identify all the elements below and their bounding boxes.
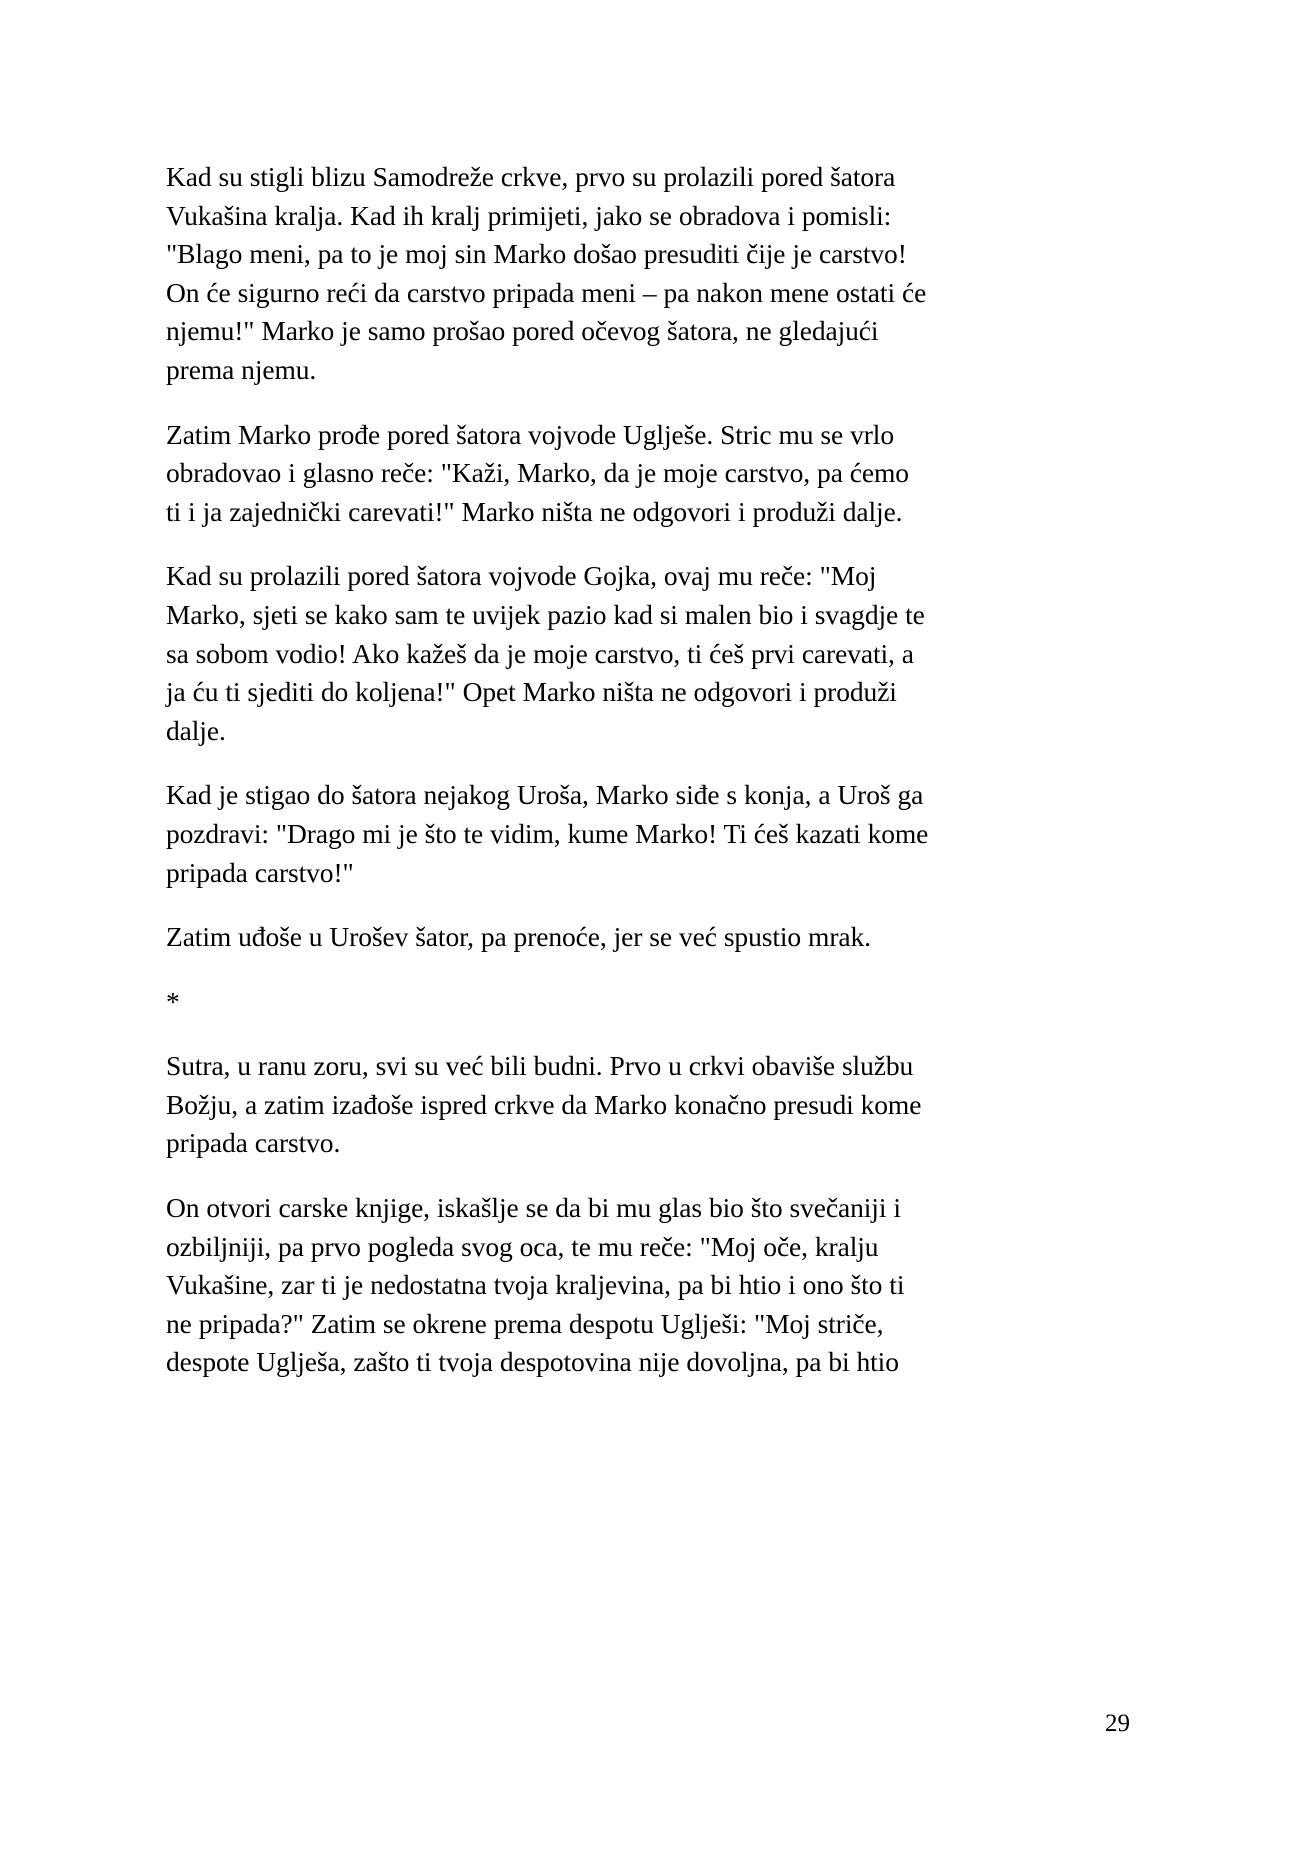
body-text-column — [166, 158, 930, 1382]
section-break-asterisk: * — [166, 985, 180, 1017]
page-number: 29 — [1105, 1710, 1130, 1737]
paragraph-2: Zatim Marko prođe pored šatora vojvode Uglješe. Stric mu se vrlo obradovao i glasno reče: "Kaži, Marko, da je moje carstvo, pa ćemo ti i ja zajednički carevati!" Marko ništa ne odgovori i produži dalje. — [166, 418, 909, 527]
paragraph-6: Sutra, u ranu zoru, svi su već bili budni. Prvo u crkvi obaviše službu Božju, a zatim izađoše ispred crkve da Marko konačno presudi kome pripada carstvo. — [166, 1050, 922, 1159]
paragraph-3: Kad su prolazili pored šatora vojvode Gojka, ovaj mu reče: "Moj Marko, sjeti se kako sam te uvijek pazio kad si malen bio i svagdje te sa sobom vodio! Ako kažeš da je moje carstvo, ti ćeš prvi carevati, a ja ću ti sjediti do koljena!" Opet Marko ništa ne odgovori i produži dalje. — [166, 560, 925, 746]
paragraph-1: Kad su stigli blizu Samodreže crkve, prvo su prolazili pored šatora Vukašina kralja. Kad ih kralj primijeti, jako se obradova i pomisli: "Blago meni, pa to je moj sin Marko došao presuditi čije je carstvo! On će sigurno reći da carstvo pripada meni – pa nakon mene ostati će njemu!" Marko je samo prošao pored očevog šatora, ne gledajući prema njemu. — [166, 161, 927, 385]
paragraph-4: Kad je stigao do šatora nejakog Uroša, Marko siđe s konja, a Uroš ga pozdravi: "Drago mi je što te vidim, kume Marko! Ti ćeš kazati kome pripada carstvo!" — [166, 779, 929, 888]
paragraph-5: Zatim uđoše u Urošev šator, pa prenoće, jer se već spustio mrak. — [166, 921, 871, 953]
paragraph-7: On otvori carske knjige, iskašlje se da bi mu glas bio što svečaniji i ozbiljniji, pa prvo pogleda svog oca, te mu reče: "Moj oče, kralju Vukašine, zar ti je nedostatna tvoja kraljevina, pa bi htio i ono što ti ne pripada?" Zatim se okrene prema despotu Uglješi: "Moj striče, despote Uglješa, zašto ti tvoja despotovina nije dovoljna, pa bi htio — [166, 1192, 905, 1378]
